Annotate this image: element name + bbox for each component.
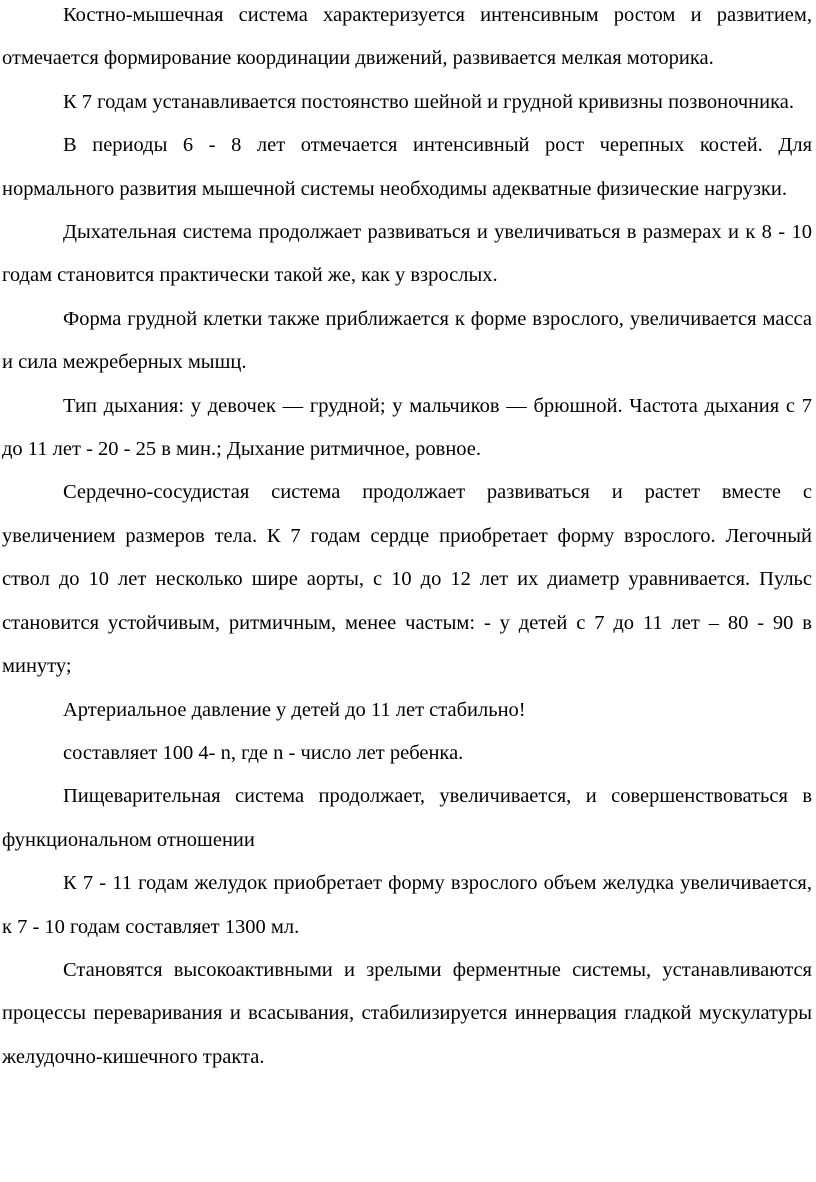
paragraph-pressure-formula: составляет 100 4- n, где n - число лет ребенка. bbox=[63, 741, 464, 764]
paragraph-stomach: К 7 - 11 годам желудок приобретает форму взрослого объем желудка увеличивается, к 7 - 10 годам составляет 1300 мл. bbox=[2, 872, 812, 938]
paragraph-respiratory-system: Дыхательная система продолжает развиваться и увеличиваться в размерах и к 8 - 10 годам становится практически такой же, как у взрослых. bbox=[2, 221, 812, 287]
paragraph-breathing-type: Тип дыхания: у девочек — грудной; у мальчиков — брюшной. Частота дыхания с 7 до 11 лет - 20 - 25 в мин.; Дыхание ритмичное, ровное. bbox=[2, 394, 812, 461]
paragraph-chest-shape: Форма грудной клетки также приближается к форме взрослого, увеличивается масса и сила межреберных мышц. bbox=[2, 307, 812, 374]
paragraph-digestive-system: Пищеварительная система продолжает, увеличивается, и совершенствоваться в функциональном отношении bbox=[2, 785, 812, 851]
paragraph-enzymes: Становятся высокоактивными и зрелыми ферментные системы, устанавливаются процессы переваривания и всасывания, стабилизируется иннервация гладкой мускулатуры желудочно-кишечного тракта. bbox=[2, 958, 812, 1068]
paragraph-blood-pressure: Артериальное давление у детей до 11 лет стабильно! bbox=[63, 698, 526, 721]
paragraph-cardiovascular: Сердечно-сосудистая система продолжает развиваться и растет вместе с увеличением размеров тела. К 7 годам сердце приобретает форму взрослого. Легочный ствол до 10 лет несколько шире аорты, с 10 до 12 лет их диаметр уравнивается. Пульс становится устойчивым, ритмичным, менее частым: - у детей с 7 до 11 лет – 80 - 90 в минуту; bbox=[2, 481, 812, 678]
paragraph-spine-curvature: К 7 годам устанавливается постоянство шейной и грудной кривизны позвоночника. bbox=[63, 90, 794, 113]
paragraph-skull-growth: В периоды 6 - 8 лет отмечается интенсивный рост черепных костей. Для нормального развития мышечной системы необходимы адекватные физические нагрузки. bbox=[2, 134, 812, 200]
paragraph-musculoskeletal: Костно-мышечная система характеризуется интенсивным ростом и развитием, отмечается формирование координации движений, развивается мелкая моторика. bbox=[2, 4, 812, 70]
